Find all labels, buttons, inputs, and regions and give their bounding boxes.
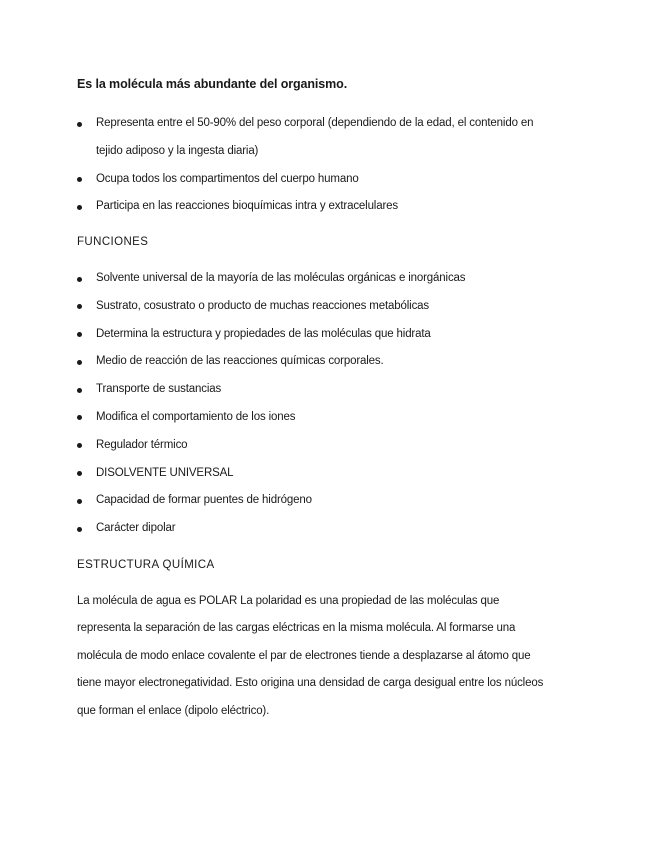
bullet-icon bbox=[77, 527, 82, 532]
list-item bbox=[77, 321, 577, 349]
list-item-text: Capacidad de formar puentes de hidrógeno bbox=[96, 494, 312, 507]
list-item bbox=[77, 404, 577, 432]
list-item bbox=[77, 166, 577, 194]
paragraph-line: representa la separación de las cargas eléctricas en la misma molécula. Al formarse una bbox=[77, 622, 516, 635]
list-item-text: Modifica el comportamiento de los iones bbox=[96, 410, 296, 423]
list-item-text: Determina la estructura y propiedades de las moléculas que hidrata bbox=[96, 327, 431, 340]
bullet-icon bbox=[77, 471, 82, 476]
list-item-text: tejido adiposo y la ingesta diaria) bbox=[96, 144, 259, 157]
list-item bbox=[77, 515, 577, 543]
list-item-text: Regulador térmico bbox=[96, 438, 188, 451]
list-item-text: Representa entre el 50-90% del peso corporal (dependiendo de la edad, el contenido en bbox=[96, 117, 534, 129]
estructura-paragraph bbox=[77, 588, 582, 725]
list-item bbox=[77, 193, 577, 221]
bullet-icon bbox=[77, 443, 82, 448]
list-item bbox=[77, 265, 577, 293]
estructura-title: ESTRUCTURA QUÍMICA bbox=[77, 559, 215, 571]
list-item bbox=[77, 376, 577, 404]
list-item-text: DISOLVENTE UNIVERSAL bbox=[96, 466, 234, 479]
bullet-icon bbox=[77, 122, 82, 127]
funciones-list bbox=[77, 265, 577, 543]
list-item bbox=[77, 110, 577, 166]
list-item-text: Participa en las reacciones bioquímicas intra y extracelulares bbox=[96, 200, 398, 213]
bullet-icon bbox=[77, 205, 82, 210]
list-item bbox=[77, 293, 577, 321]
paragraph-line: molécula de modo enlace covalente el par de electrones tiende a desplazarse al átomo que bbox=[77, 649, 531, 662]
list-item-text: Solvente universal de la mayoría de las moléculas orgánicas e inorgánicas bbox=[96, 272, 466, 284]
list-item bbox=[77, 348, 577, 376]
paragraph-line: tiene mayor electronegatividad. Esto origina una densidad de carga desigual entre los núcleos bbox=[77, 677, 544, 690]
list-item-text: Ocupa todos los compartimentos del cuerpo humano bbox=[96, 172, 359, 185]
list-item bbox=[77, 460, 577, 488]
paragraph-line: que forman el enlace (dipolo eléctrico). bbox=[77, 704, 270, 717]
bullet-icon bbox=[77, 499, 82, 504]
bullet-icon bbox=[77, 415, 82, 420]
funciones-title: FUNCIONES bbox=[77, 236, 149, 248]
bullet-icon bbox=[77, 304, 82, 309]
paragraph-line: La molécula de agua es POLAR La polaridad es una propiedad de las moléculas que bbox=[77, 595, 500, 607]
bullet-icon bbox=[77, 388, 82, 393]
list-item bbox=[77, 432, 577, 460]
bullet-icon bbox=[77, 360, 82, 365]
list-item bbox=[77, 487, 577, 515]
bullet-icon bbox=[77, 177, 82, 182]
intro-list bbox=[77, 110, 577, 221]
list-item-text: Transporte de sustancias bbox=[96, 383, 222, 396]
document-heading: Es la molécula más abundante del organismo. bbox=[77, 77, 348, 91]
bullet-icon bbox=[77, 332, 82, 337]
list-item-text: Sustrato, cosustrato o producto de muchas reacciones metabólicas bbox=[96, 299, 430, 312]
list-item-text: Medio de reacción de las reacciones químicas corporales. bbox=[96, 355, 384, 368]
bullet-icon bbox=[77, 277, 82, 282]
list-item-text: Carácter dipolar bbox=[96, 522, 176, 535]
